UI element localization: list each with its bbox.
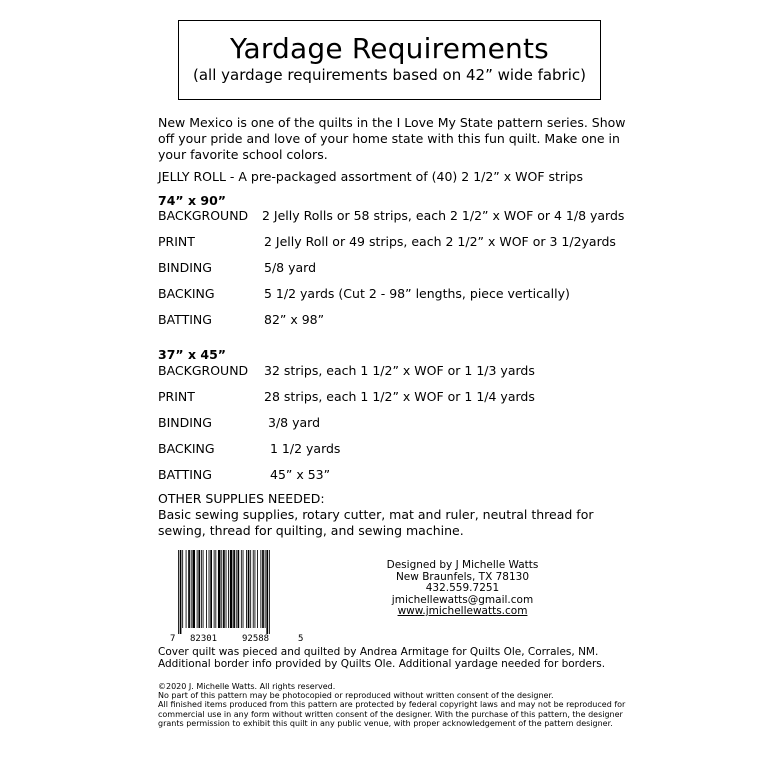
designer-name: Designed by J Michelle Watts xyxy=(386,559,539,571)
designer-info xyxy=(375,560,550,618)
barcode-bar xyxy=(230,550,233,628)
barcode-bar xyxy=(269,550,270,634)
barcode-bar xyxy=(246,550,247,628)
row-value: 28 strips, each 1 1/2” x WOF or 1 1/4 yards xyxy=(264,389,535,404)
designer-phone: 432.559.7251 xyxy=(425,582,500,594)
title-box xyxy=(178,20,601,100)
barcode-bar xyxy=(265,550,266,628)
jelly-roll-note: JELLY ROLL - A pre-packaged assortment of (40) 2 1/2” x WOF strips xyxy=(158,169,583,184)
barcode-bar xyxy=(191,550,192,628)
size-heading: 37” x 45” xyxy=(158,347,226,362)
barcode-bar xyxy=(228,550,229,628)
barcode-bar xyxy=(223,550,225,628)
barcode-bar xyxy=(192,550,195,628)
other-supplies xyxy=(158,491,628,539)
barcode-bar xyxy=(248,550,250,628)
row-value: 5/8 yard xyxy=(264,260,317,275)
barcode-bar xyxy=(188,550,190,628)
row-value: 32 strips, each 1 1/2” x WOF or 1 1/3 yards xyxy=(264,363,535,378)
barcode-bar xyxy=(243,550,244,628)
barcode-bar xyxy=(233,550,235,628)
barcode-bar xyxy=(209,550,210,628)
barcode-bar xyxy=(214,550,215,628)
barcode xyxy=(168,548,308,644)
row-value: 3/8 yard xyxy=(268,415,321,430)
row-label: BACKGROUND xyxy=(158,208,249,223)
row-label: BINDING xyxy=(158,260,212,275)
designer-email[interactable]: jmichellewatts@gmail.com xyxy=(391,593,534,606)
barcode-bar xyxy=(182,550,183,628)
barcode-bars xyxy=(178,550,270,634)
row-label: PRINT xyxy=(158,234,195,249)
barcode-bar xyxy=(201,550,202,628)
barcode-bar xyxy=(260,550,261,628)
row-value: 45” x 53” xyxy=(270,467,331,482)
barcode-bar xyxy=(257,550,258,628)
row-label: BINDING xyxy=(158,415,212,430)
barcode-bar xyxy=(221,550,222,628)
cover-note: Cover quilt was pieced and quilted by Andrea Armitage for Quilts Ole, Corrales, NM. Additional border info provided by Quilts Ole. Additional yardage needed for borders. xyxy=(158,646,606,670)
row-label: PRINT xyxy=(158,389,195,404)
barcode-bar xyxy=(178,550,179,634)
row-value: 2 Jelly Roll or 49 strips, each 2 1/2” x WOF or 3 1/2yards xyxy=(264,234,616,249)
row-label: BACKING xyxy=(158,441,215,456)
size-heading: 74” x 90” xyxy=(158,193,226,208)
barcode-bar xyxy=(215,550,216,628)
row-value: 1 1/2 yards xyxy=(270,441,341,456)
barcode-bar xyxy=(180,550,182,634)
barcode-bar xyxy=(250,550,251,628)
row-value: 5 1/2 yards (Cut 2 - 98” lengths, piece vertically) xyxy=(264,286,570,301)
barcode-bar xyxy=(186,550,187,628)
barcode-bar xyxy=(262,550,264,628)
page-subtitle: (all yardage requirements based on 42” wide fabric) xyxy=(193,66,586,84)
row-value: 82” x 98” xyxy=(264,312,325,327)
barcode-bar xyxy=(266,550,268,634)
barcode-bar xyxy=(206,550,207,628)
row-value: 2 Jelly Rolls or 58 strips, each 2 1/2” x WOF or 4 1/8 yards xyxy=(262,208,625,223)
barcode-digits-right: 92588 xyxy=(242,634,270,644)
barcode-digits-left: 82301 xyxy=(190,634,218,644)
barcode-digit-lead: 7 xyxy=(170,634,176,644)
barcode-bar xyxy=(197,550,198,628)
barcode-bar xyxy=(241,550,242,628)
barcode-bar xyxy=(226,550,227,628)
barcode-bar xyxy=(236,550,237,628)
barcode-bar xyxy=(218,550,221,628)
other-supplies-heading: OTHER SUPPLIES NEEDED: xyxy=(158,491,325,506)
legal-line: All finished items produced from this pattern are protected by federal copyright laws and may not be reproduced for commercial use in any form without written consent of the designer. With the purchase of this pattern, the designer grants permission to exhibit this quilt in any public venue, with proper acknowledgement of the pattern designer. xyxy=(158,700,626,728)
other-supplies-text: Basic sewing supplies, rotary cutter, mat and ruler, neutral thread for sewing, thread for quilting, and sewing machine. xyxy=(158,507,594,538)
copyright-line: ©2020 J. Michelle Watts. All rights reserved. xyxy=(158,682,336,691)
legal-line: No part of this pattern may be photocopied or reproduced without written consent of the designer. xyxy=(158,691,554,701)
barcode-bar xyxy=(255,550,256,628)
designer-location: New Braunfels, TX 78130 xyxy=(395,570,530,583)
barcode-bar xyxy=(210,550,212,628)
legal-notice xyxy=(158,682,628,728)
barcode-bar xyxy=(203,550,204,628)
intro-paragraph: New Mexico is one of the quilts in the I Love My State pattern series. Show off your pride and love of your home state with this fun quilt. Make one in your favorite school colors. xyxy=(158,115,626,162)
row-label: BATTING xyxy=(158,312,212,327)
barcode-digit-check: 5 xyxy=(298,634,304,644)
barcode-bar xyxy=(253,550,254,628)
barcode-bar xyxy=(198,550,200,628)
row-label: BACKING xyxy=(158,286,215,301)
page-title: Yardage Requirements xyxy=(230,32,549,65)
row-label: BATTING xyxy=(158,467,212,482)
row-label: BACKGROUND xyxy=(158,363,249,378)
barcode-bar xyxy=(238,550,240,628)
designer-website-link[interactable]: www.jmichellewatts.com xyxy=(397,605,528,617)
